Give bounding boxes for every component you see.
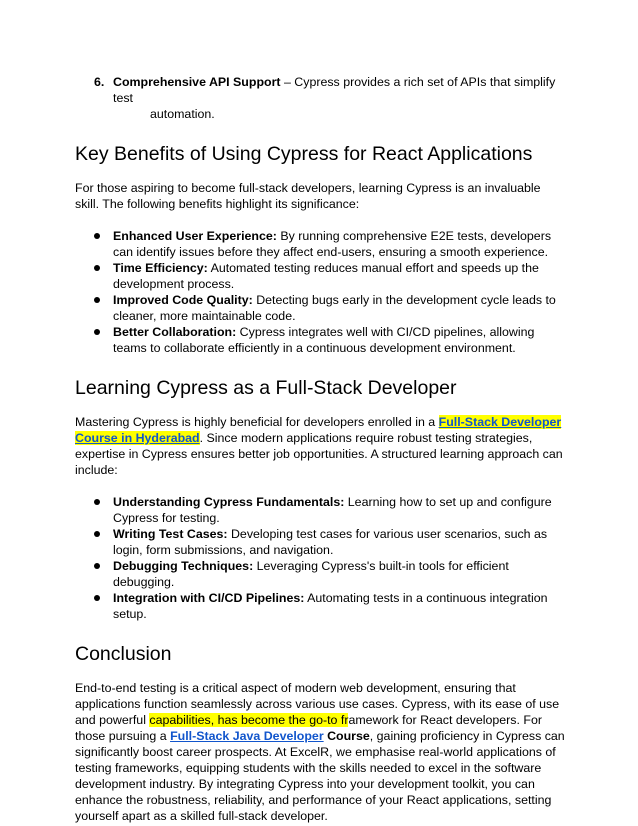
list-item (75, 558, 567, 590)
document-content (75, 74, 567, 824)
heading-learning-cypress: Learning Cypress as a Full-Stack Developer (75, 377, 457, 399)
list-item-text: Cypress integrates well with CI/CD pipelines, allowing teams to collaborate efficiently in a continuous development environment. (113, 325, 535, 355)
list-item-label: Debugging Techniques: (113, 559, 254, 573)
list-item-label: Integration with CI/CD Pipelines: (113, 591, 305, 605)
bullet-icon (94, 499, 100, 505)
conclusion-text-3: , gaining proficiency in Cypress can significantly boost career prospects. At ExcelR, we emphasise real-world applications of testing frameworks, equipping students with the skills needed to excel in the software development industry. By integrating Cypress into your development toolkit, you can enhance the robustness, reliability, and performance of your React applications, setting yourself apart as a skilled full-stack developer. (75, 729, 565, 823)
benefits-intro: For those aspiring to become full-stack developers, learning Cypress is an invaluable skill. The following benefits highlight its significance: (75, 181, 541, 211)
list-item-text: Detecting bugs early in the development cycle leads to cleaner, more maintainable code. (113, 293, 556, 323)
bullet-icon (94, 563, 100, 569)
list-item (75, 590, 567, 622)
list-item-label: Understanding Cypress Fundamentals: (113, 495, 345, 509)
full-stack-course-link[interactable]: Full-Stack Developer Course in Hyderabad (75, 415, 562, 445)
list-item-label: Enhanced User Experience: (113, 229, 277, 243)
conclusion-link-suffix: Course (323, 729, 370, 743)
bullet-icon (94, 233, 100, 239)
heading-key-benefits: Key Benefits of Using Cypress for React Applications (75, 143, 533, 165)
item-text-line1: – Cypress provides a rich set of APIs that simplify test (113, 75, 556, 105)
bullet-icon (94, 265, 100, 271)
list-item-label: Time Efficiency: (113, 261, 208, 275)
bullet-icon (94, 595, 100, 601)
list-item (75, 324, 567, 356)
bullet-icon (94, 531, 100, 537)
list-item-text: By running comprehensive E2E tests, developers can identify issues before they affect end-users, ensuring a smooth experience. (113, 229, 552, 259)
conclusion-text-2: amework for React developers. For those pursuing a (75, 713, 542, 743)
list-item-text: Automating tests in a continuous integration setup. (113, 591, 548, 621)
conclusion-highlight: capabilities, has become the go-to fr (149, 713, 349, 727)
learning-intro-before: Mastering Cypress is highly beneficial for developers enrolled in a (75, 415, 439, 429)
learning-list (75, 494, 567, 622)
item-text-line2: automation. (150, 107, 215, 121)
conclusion-text-1: End-to-end testing is a critical aspect of modern web development, ensuring that applications function seamlessly across various use cases. Cypress, with its ease of use and powerful (75, 681, 560, 727)
full-stack-java-link[interactable]: Full-Stack Java Developer (170, 729, 324, 743)
list-item (75, 228, 567, 260)
list-item (75, 260, 567, 292)
list-item-text: Leveraging Cypress's built-in tools for efficient debugging. (113, 559, 509, 589)
conclusion-paragraph (75, 680, 567, 824)
list-item (75, 292, 567, 324)
list-item-text: Automated testing reduces manual effort and speeds up the development process. (113, 261, 539, 291)
list-item-label: Better Collaboration: (113, 325, 237, 339)
learning-intro (75, 414, 567, 478)
learning-intro-after: . Since modern applications require robust testing strategies, expertise in Cypress ensures better job opportunities. A structured learning approach can include: (75, 431, 563, 477)
list-item-text: Developing test cases for various user scenarios, such as login, form submissions, and navigation. (113, 527, 548, 557)
list-item-text: Learning how to set up and configure Cypress for testing. (113, 495, 552, 525)
benefits-list (75, 228, 567, 356)
list-item (75, 526, 567, 558)
bullet-icon (94, 297, 100, 303)
item-number: 6. (94, 75, 105, 89)
heading-conclusion: Conclusion (75, 643, 172, 665)
bullet-icon (94, 329, 100, 335)
item-label: Comprehensive API Support (113, 75, 281, 89)
list-item (75, 494, 567, 526)
list-item-label: Writing Test Cases: (113, 527, 228, 541)
numbered-item-6 (75, 74, 567, 122)
list-item-label: Improved Code Quality: (113, 293, 253, 307)
